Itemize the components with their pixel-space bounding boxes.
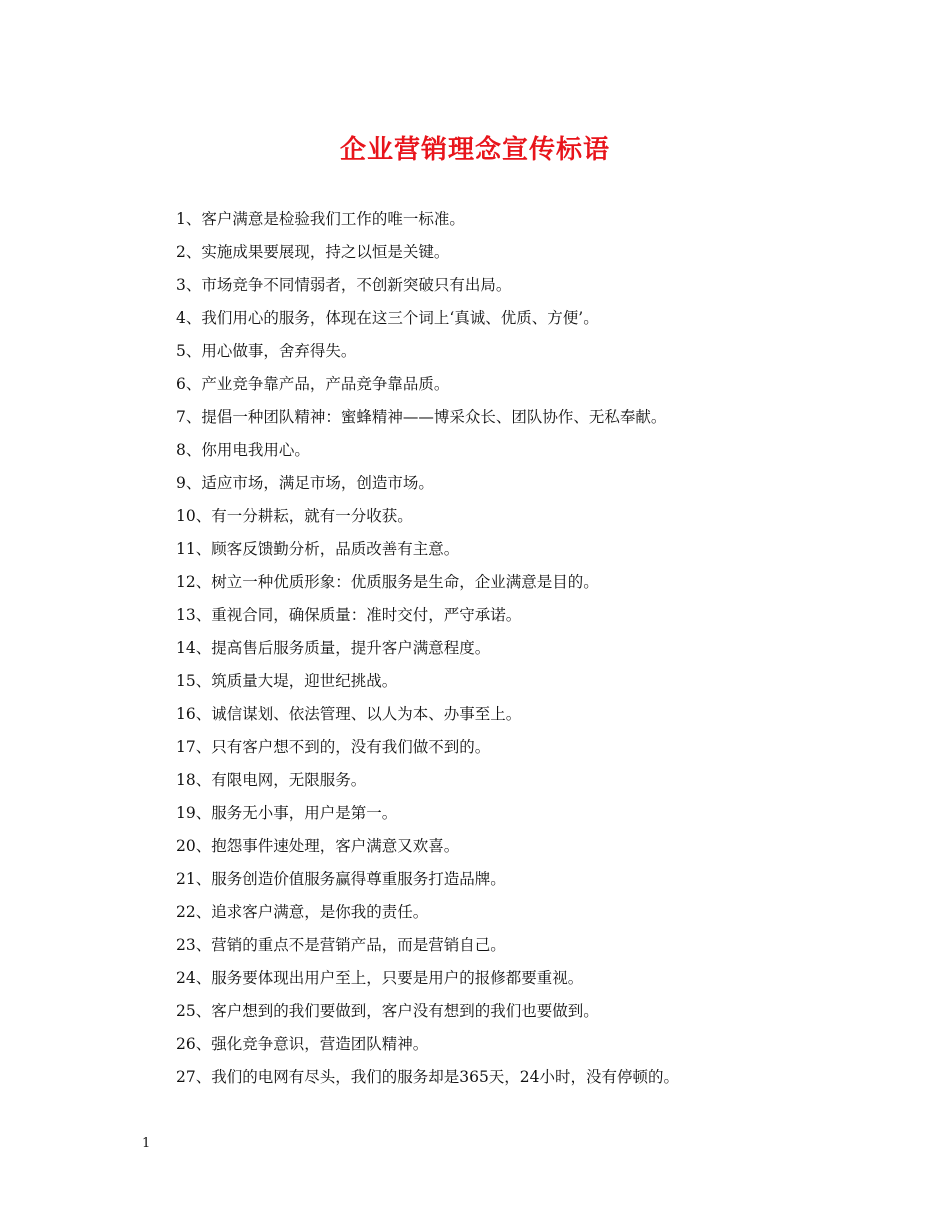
slogan-item: 21、服务创造价值服务赢得尊重服务打造品牌。 [176,870,506,888]
slogan-item: 11、顾客反馈勤分析，品质改善有主意。 [176,540,460,558]
slogan-item: 6、产业竞争靠产品，产品竞争靠品质。 [176,375,450,393]
slogan-item: 19、服务无小事，用户是第一。 [176,804,398,822]
slogan-item: 26、强化竞争意识，营造团队精神。 [176,1035,429,1053]
slogan-item: 16、诚信谋划、依法管理、以人为本、办事至上。 [176,705,522,723]
slogan-item: 14、提高售后服务质量，提升客户满意程度。 [176,639,491,657]
slogan-item: 15、筑质量大堤，迎世纪挑战。 [176,672,398,690]
slogan-item: 22、追求客户满意，是你我的责任。 [176,903,429,921]
slogan-item: 25、客户想到的我们要做到，客户没有想到的我们也要做到。 [176,1002,599,1020]
slogan-item: 17、只有客户想不到的，没有我们做不到的。 [176,738,491,756]
slogan-item: 2、实施成果要展现，持之以恒是关键。 [176,243,450,261]
slogan-item: 4、我们用心的服务，体现在这三个词上‘真诚、优质、方便’。 [176,309,599,327]
slogan-item: 7、提倡一种团队精神：蜜蜂精神——博采众长、团队协作、无私奉献。 [176,408,667,426]
slogan-item: 23、营销的重点不是营销产品，而是营销自己。 [176,936,506,954]
slogan-item: 5、用心做事，舍弃得失。 [176,342,357,360]
slogan-item: 13、重视合同，确保质量：准时交付，严守承诺。 [176,606,522,624]
slogan-item: 8、你用电我用心。 [176,441,310,459]
slogan-list [176,203,896,1094]
slogan-item: 18、有限电网，无限服务。 [176,771,367,789]
slogan-item: 27、我们的电网有尽头，我们的服务却是365天，24小时，没有停顿的。 [176,1068,680,1086]
slogan-item: 9、适应市场，满足市场，创造市场。 [176,474,434,492]
document-title: 企业营销理念宣传标语 [339,135,610,165]
page-number: 1 [142,1136,151,1151]
slogan-item: 3、市场竞争不同情弱者，不创新突破只有出局。 [176,276,512,294]
slogan-item: 20、抱怨事件速处理，客户满意又欢喜。 [176,837,460,855]
slogan-item: 10、有一分耕耘，就有一分收获。 [176,507,413,525]
slogan-item: 1、客户满意是检验我们工作的唯一标准。 [176,210,465,228]
slogan-item: 24、服务要体现出用户至上，只要是用户的报修都要重视。 [176,969,584,987]
slogan-item: 12、树立一种优质形象：优质服务是生命，企业满意是目的。 [176,573,599,591]
